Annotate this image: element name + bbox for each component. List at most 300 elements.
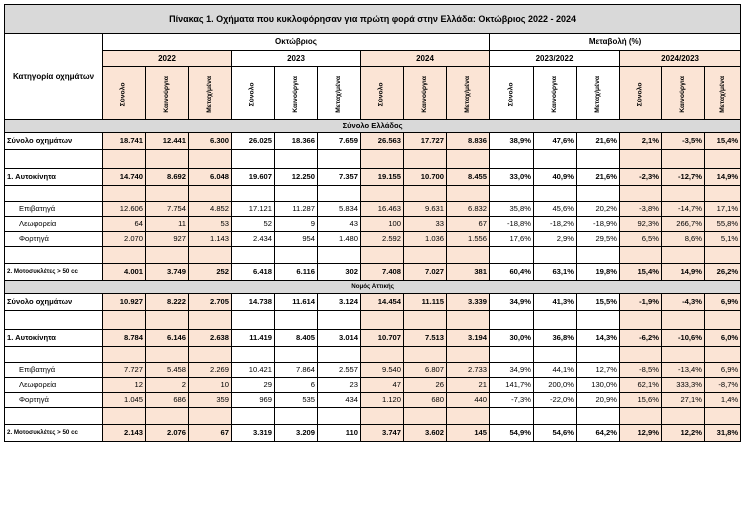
value-cell: 14.454 [361,294,404,311]
value-cell: 3.747 [361,425,404,442]
value-cell: 8.455 [447,169,490,186]
empty-cell [447,150,490,169]
empty-cell [189,186,232,202]
value-cell: 9.631 [404,202,447,217]
empty-cell [620,408,662,425]
value-cell: 15,4% [620,264,662,281]
table-row [5,294,741,311]
subheader-2022-total [103,67,146,120]
subheader-2022-new [146,67,189,120]
value-cell: 60,4% [490,264,534,281]
empty-cell [318,311,361,330]
value-cell: 64 [103,217,146,232]
value-cell: 15,6% [620,393,662,408]
row-label: Φορτηγά [5,232,103,247]
value-cell: 18.366 [275,133,318,150]
value-cell: 2.434 [232,232,275,247]
empty-cell [146,247,189,264]
empty-cell [318,186,361,202]
empty-cell [232,311,275,330]
empty-cell [361,186,404,202]
value-cell: 54,9% [490,425,534,442]
table-container [4,4,741,442]
value-cell: 10 [189,378,232,393]
value-cell: -18,8% [490,217,534,232]
subheader-label: Μεταχ/μένα [593,75,601,113]
value-cell: 43 [318,217,361,232]
value-cell: 302 [318,264,361,281]
empty-cell [662,247,705,264]
value-cell: 535 [275,393,318,408]
subheader-label: Καινούργια [162,75,170,113]
value-cell: 252 [189,264,232,281]
row-label: 1. Αυτοκίνητα [5,169,103,186]
value-cell: 19.607 [232,169,275,186]
value-cell: 1.556 [447,232,490,247]
value-cell: -4,3% [662,294,705,311]
empty-cell [103,247,146,264]
value-cell: 2,1% [620,133,662,150]
value-cell: 64,2% [577,425,620,442]
value-cell: 38,9% [490,133,534,150]
value-cell: 8.836 [447,133,490,150]
empty-cell [490,347,534,363]
value-cell: 44,1% [534,363,577,378]
spacer-row [5,347,741,363]
value-cell: -1,9% [620,294,662,311]
empty-cell [275,186,318,202]
value-cell: 2.557 [318,363,361,378]
empty-cell [232,247,275,264]
subheader-2024-2023-used [705,67,741,120]
empty-cell [361,347,404,363]
change-header: Μεταβολή (%) [490,34,741,51]
value-cell: 9 [275,217,318,232]
empty-cell [146,408,189,425]
section-header-row [5,120,741,133]
value-cell: 47,6% [534,133,577,150]
value-cell: 21,6% [577,169,620,186]
value-cell: 11.115 [404,294,447,311]
value-cell: 680 [404,393,447,408]
empty-cell [705,311,741,330]
subheader-2023-2022-total [490,67,534,120]
empty-cell [318,150,361,169]
value-cell: 1.036 [404,232,447,247]
empty-cell [275,347,318,363]
subheader-label: Μεταχ/μένα [334,75,342,113]
value-cell: 10.700 [404,169,447,186]
empty-cell [5,347,103,363]
value-cell: 4.852 [189,202,232,217]
subheader-label: Μεταχ/μένα [205,75,213,113]
empty-cell [490,247,534,264]
subheader-2022-used [189,67,232,120]
value-cell: 20,2% [577,202,620,217]
empty-cell [662,150,705,169]
row-label: Σύνολο οχημάτων [5,133,103,150]
value-cell: 3.602 [404,425,447,442]
value-cell: 10.927 [103,294,146,311]
value-cell: 7.027 [404,264,447,281]
empty-cell [361,408,404,425]
value-cell: 8.222 [146,294,189,311]
empty-cell [620,150,662,169]
empty-cell [189,150,232,169]
value-cell: 6 [275,378,318,393]
period-2023-2022-header: 2023/2022 [490,51,620,67]
table-row [5,169,741,186]
empty-cell [5,247,103,264]
subheader-label: Καινούργια [291,75,299,113]
value-cell: 14,9% [705,169,741,186]
empty-cell [620,186,662,202]
row-label: Λεωφορεία [5,378,103,393]
empty-cell [318,247,361,264]
subheader-2024-2023-total [620,67,662,120]
value-cell: 17.727 [404,133,447,150]
empty-cell [146,186,189,202]
empty-cell [534,408,577,425]
empty-cell [490,408,534,425]
value-cell: 7.408 [361,264,404,281]
empty-cell [404,150,447,169]
value-cell: 63,1% [534,264,577,281]
value-cell: 7.754 [146,202,189,217]
value-cell: 3.319 [232,425,275,442]
empty-cell [705,247,741,264]
value-cell: 6.146 [146,330,189,347]
value-cell: 14.738 [232,294,275,311]
empty-cell [620,347,662,363]
value-cell: 14,3% [577,330,620,347]
value-cell: 11.287 [275,202,318,217]
section-title: Σύνολο Ελλάδος [5,120,741,133]
value-cell: 440 [447,393,490,408]
value-cell: 1.480 [318,232,361,247]
empty-cell [705,150,741,169]
empty-cell [361,247,404,264]
value-cell: 2.143 [103,425,146,442]
row-label: Σύνολο οχημάτων [5,294,103,311]
empty-cell [146,347,189,363]
value-cell: 100 [361,217,404,232]
subheader-label: Σύνολο [636,82,644,106]
value-cell: 19,8% [577,264,620,281]
empty-cell [232,347,275,363]
value-cell: -18,2% [534,217,577,232]
empty-cell [189,347,232,363]
value-cell: 8,6% [662,232,705,247]
empty-cell [275,150,318,169]
value-cell: 1.120 [361,393,404,408]
empty-cell [232,186,275,202]
value-cell: 686 [146,393,189,408]
value-cell: 1,4% [705,393,741,408]
value-cell: 359 [189,393,232,408]
value-cell: 17,6% [490,232,534,247]
row-label: 1. Αυτοκίνητα [5,330,103,347]
value-cell: -22,0% [534,393,577,408]
empty-cell [275,247,318,264]
empty-cell [146,150,189,169]
value-cell: 8.784 [103,330,146,347]
value-cell: 55,8% [705,217,741,232]
empty-cell [5,186,103,202]
subheader-2024-new [404,67,447,120]
empty-cell [577,150,620,169]
value-cell: 2.076 [146,425,189,442]
empty-cell [318,347,361,363]
value-cell: 6,9% [705,294,741,311]
empty-cell [5,150,103,169]
value-cell: 23 [318,378,361,393]
value-cell: 381 [447,264,490,281]
empty-cell [662,186,705,202]
subheader-2023-used [318,67,361,120]
empty-cell [534,311,577,330]
subheader-label: Καινούργια [678,75,686,113]
empty-cell [705,186,741,202]
subheader-2024-used [447,67,490,120]
period-2024-2023-header: 2024/2023 [620,51,741,67]
value-cell: -8,7% [705,378,741,393]
subheader-2023-new [275,67,318,120]
spacer-row [5,247,741,264]
empty-cell [577,347,620,363]
empty-cell [404,247,447,264]
value-cell: 27,1% [662,393,705,408]
value-cell: -2,3% [620,169,662,186]
value-cell: 6,9% [705,363,741,378]
empty-cell [447,347,490,363]
table-row [5,264,741,281]
value-cell: 11 [146,217,189,232]
value-cell: 53 [189,217,232,232]
value-cell: 5,1% [705,232,741,247]
empty-cell [662,347,705,363]
value-cell: 969 [232,393,275,408]
value-cell: 434 [318,393,361,408]
empty-cell [490,186,534,202]
empty-cell [577,247,620,264]
empty-cell [5,408,103,425]
empty-cell [662,311,705,330]
value-cell: 14,9% [662,264,705,281]
value-cell: 15,4% [705,133,741,150]
value-cell: 47 [361,378,404,393]
table-title: Πίνακας 1. Οχήματα που κυκλοφόρησαν για πρώτη φορά στην Ελλάδα: Οκτώβριος 2022 - 2024 [5,5,741,34]
value-cell: 40,9% [534,169,577,186]
value-cell: 12,2% [662,425,705,442]
value-cell: 18.741 [103,133,146,150]
value-cell: 266,7% [662,217,705,232]
value-cell: 3.014 [318,330,361,347]
empty-cell [447,408,490,425]
empty-cell [232,150,275,169]
empty-cell [318,408,361,425]
value-cell: 2.070 [103,232,146,247]
table-row [5,425,741,442]
empty-cell [232,408,275,425]
empty-cell [662,408,705,425]
value-cell: 35,8% [490,202,534,217]
value-cell: -13,4% [662,363,705,378]
value-cell: -12,7% [662,169,705,186]
value-cell: 6.418 [232,264,275,281]
value-cell: 2.733 [447,363,490,378]
subheader-2023-total [232,67,275,120]
value-cell: 1.143 [189,232,232,247]
value-cell: 6,0% [705,330,741,347]
value-cell: -18,9% [577,217,620,232]
row-label: Επιβατηγά [5,202,103,217]
value-cell: 145 [447,425,490,442]
empty-cell [146,311,189,330]
value-cell: 6.116 [275,264,318,281]
value-cell: 3.749 [146,264,189,281]
category-header: Κατηγορία οχημάτων [5,34,103,120]
value-cell: 333,3% [662,378,705,393]
value-cell: -3,8% [620,202,662,217]
subheader-label: Μεταχ/μένα [719,75,727,113]
empty-cell [189,247,232,264]
value-cell: 11.419 [232,330,275,347]
table-row [5,202,741,217]
value-cell: 19.155 [361,169,404,186]
section-title: Νομός Αττικής [5,281,741,294]
value-cell: 1.045 [103,393,146,408]
table-row [5,393,741,408]
table-row [5,133,741,150]
value-cell: -10,6% [662,330,705,347]
year-2023-header: 2023 [232,51,361,67]
value-cell: 26.025 [232,133,275,150]
empty-cell [534,247,577,264]
empty-cell [705,408,741,425]
empty-cell [404,347,447,363]
value-cell: 7.864 [275,363,318,378]
year-2024-header: 2024 [361,51,490,67]
empty-cell [620,247,662,264]
value-cell: 954 [275,232,318,247]
value-cell: 6.048 [189,169,232,186]
subheader-2023-2022-new [534,67,577,120]
value-cell: 33,0% [490,169,534,186]
value-cell: 2.592 [361,232,404,247]
empty-cell [490,150,534,169]
table-row [5,378,741,393]
value-cell: 200,0% [534,378,577,393]
value-cell: 3.209 [275,425,318,442]
empty-cell [275,311,318,330]
value-cell: 67 [447,217,490,232]
spacer-row [5,150,741,169]
subheader-label: Καινούργια [550,75,558,113]
value-cell: 21,6% [577,133,620,150]
value-cell: 10.421 [232,363,275,378]
row-label: Λεωφορεία [5,217,103,232]
october-header: Οκτώβριος [103,34,490,51]
row-label: Επιβατηγά [5,363,103,378]
value-cell: 6,5% [620,232,662,247]
empty-cell [577,408,620,425]
value-cell: 26.563 [361,133,404,150]
value-cell: 29 [232,378,275,393]
table-row [5,363,741,378]
value-cell: 3.339 [447,294,490,311]
empty-cell [103,311,146,330]
subheader-2024-2023-new [662,67,705,120]
spacer-row [5,311,741,330]
empty-cell [5,311,103,330]
value-cell: 2.269 [189,363,232,378]
value-cell: 12.441 [146,133,189,150]
value-cell: 6.832 [447,202,490,217]
empty-cell [404,186,447,202]
value-cell: 21 [447,378,490,393]
empty-cell [404,408,447,425]
value-cell: 29,5% [577,232,620,247]
value-cell: 67 [189,425,232,442]
table-row [5,232,741,247]
year-2022-header: 2022 [103,51,232,67]
empty-cell [275,408,318,425]
value-cell: 7.727 [103,363,146,378]
value-cell: -14,7% [662,202,705,217]
empty-cell [103,150,146,169]
value-cell: 110 [318,425,361,442]
empty-cell [103,186,146,202]
subheader-label: Μεταχ/μένα [463,75,471,113]
empty-cell [103,347,146,363]
subheader-label: Σύνολο [507,82,515,106]
value-cell: 12,9% [620,425,662,442]
empty-cell [534,186,577,202]
value-cell: 3.194 [447,330,490,347]
value-cell: 130,0% [577,378,620,393]
value-cell: 5.834 [318,202,361,217]
value-cell: 2.638 [189,330,232,347]
value-cell: 36,8% [534,330,577,347]
value-cell: 41,3% [534,294,577,311]
value-cell: 2 [146,378,189,393]
empty-cell [189,408,232,425]
value-cell: 20,9% [577,393,620,408]
table-row [5,217,741,232]
value-cell: 92,3% [620,217,662,232]
empty-cell [577,311,620,330]
value-cell: 12 [103,378,146,393]
empty-cell [490,311,534,330]
row-label: Φορτηγά [5,393,103,408]
subheader-label: Σύνολο [377,82,385,106]
value-cell: 17.121 [232,202,275,217]
empty-cell [447,311,490,330]
subheader-label: Καινούργια [420,75,428,113]
empty-cell [534,150,577,169]
value-cell: 14.740 [103,169,146,186]
subheader-label: Σύνολο [248,82,256,106]
value-cell: 12.250 [275,169,318,186]
value-cell: 11.614 [275,294,318,311]
empty-cell [361,311,404,330]
empty-cell [705,347,741,363]
value-cell: 34,9% [490,363,534,378]
value-cell: 30,0% [490,330,534,347]
empty-cell [447,186,490,202]
subheader-label: Σύνολο [119,82,127,106]
